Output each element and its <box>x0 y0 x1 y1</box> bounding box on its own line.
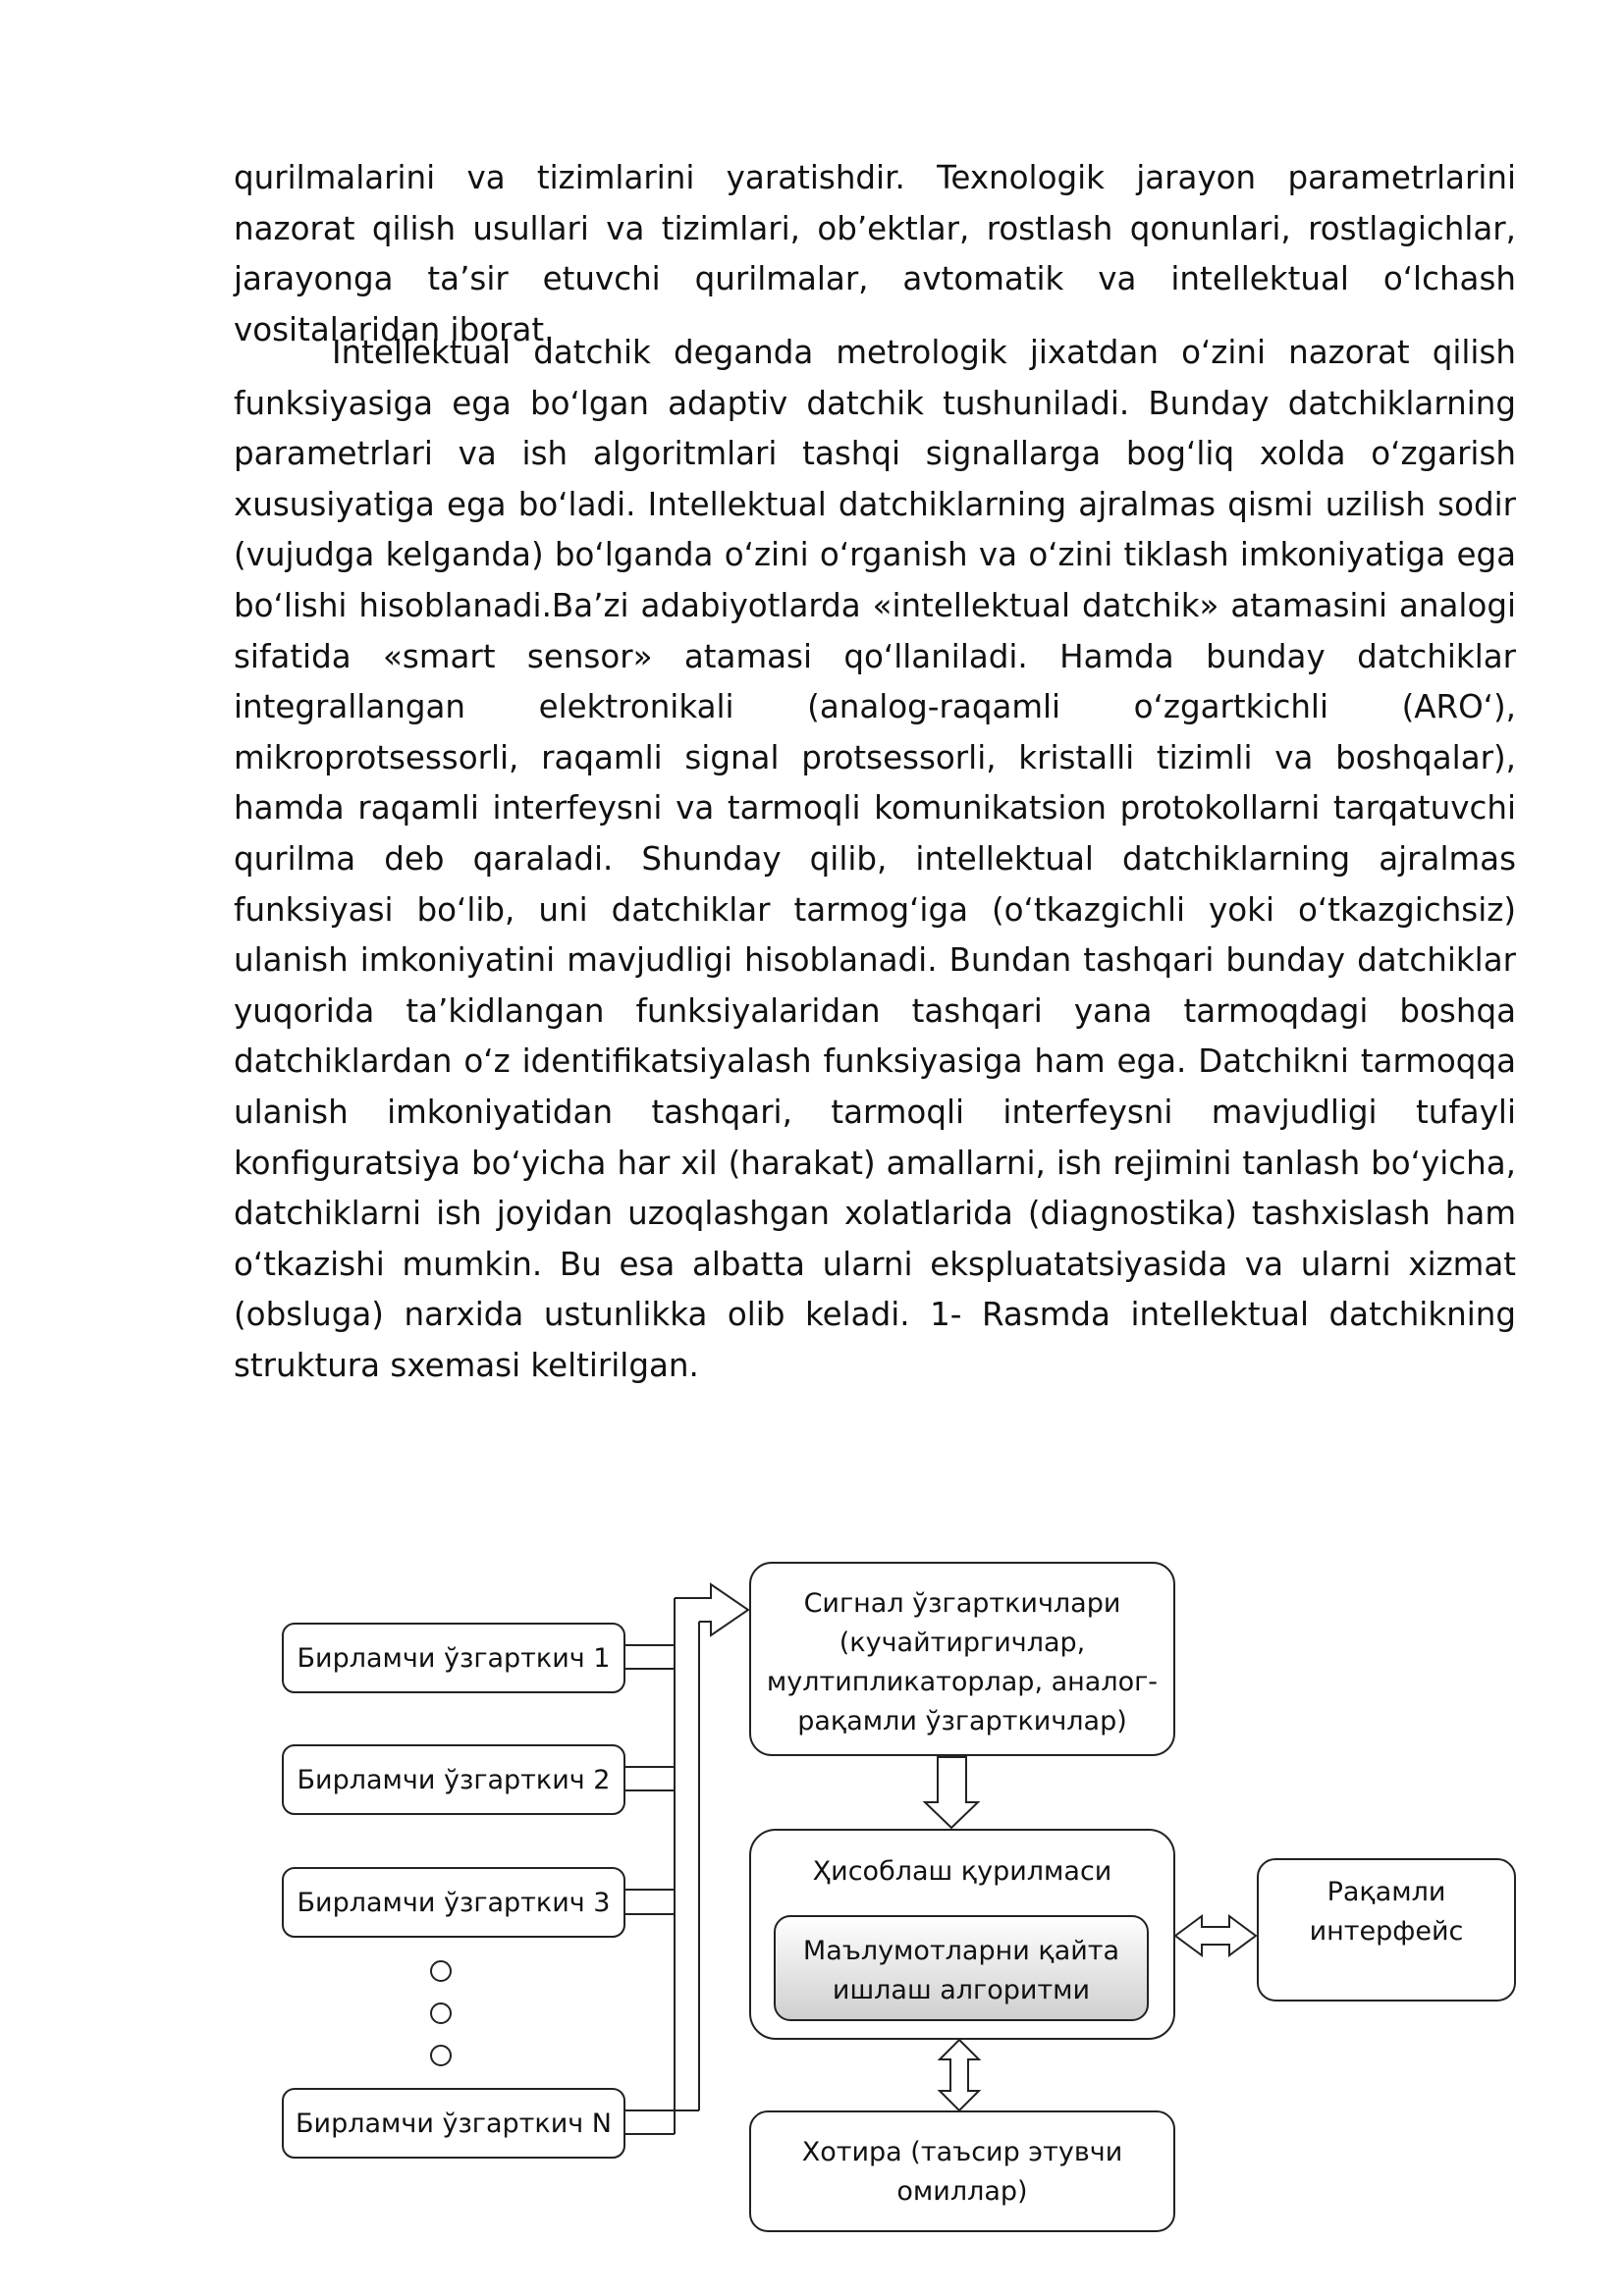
signal-converters-line-2: (кучайтиргичлар, <box>839 1628 1086 1658</box>
digital-interface-line-2: интерфейс <box>1309 1916 1464 1947</box>
primary-converter-2 <box>283 1745 624 1814</box>
bidirectional-arrow-icon <box>1175 1916 1256 1955</box>
bus-lines <box>624 1598 699 2134</box>
signal-converters-line-4: рақамли ўзгарткичлар) <box>797 1706 1127 1736</box>
down-arrow-icon <box>925 1757 978 1828</box>
computing-device-title: Ҳисоблаш қурилмаси <box>812 1856 1112 1887</box>
algorithm-line-1: Маълумотларни қайта <box>802 1936 1120 1966</box>
ellipsis-dot-icon <box>431 2046 451 2065</box>
vertical-bidirectional-arrow-icon <box>940 2040 979 2110</box>
primary-converter-n-label: Бирламчи ўзгарткич N <box>296 2109 612 2139</box>
paragraph-1: qurilmalarini va tizimlarini yaratishdir. Texnologik jarayon parametrlarini nazorat qilish usullari va tizimlari, ob’ektlar, rostlash qonunlari, rostlagichlar, jarayonga ta’sir etuvchi qurilmalar, avtomatik va intellektual o‘lchash vositalaridan iborat. <box>234 159 1516 348</box>
signal-converters-line-1: Сигнал ўзгарткичлари <box>803 1588 1121 1619</box>
paragraph-2: Intellektual datchik deganda metrologik jixatdan o‘zini nazorat qilish funksiyasiga ega bo‘lgan adaptiv datchik tushuniladi. Bunday datchiklarning parametrlari va ish algoritmlari tashqi signallarga bog‘liq xolda o‘zgarish xususiyatiga ega bo‘ladi. Intellektual datchiklarning ajralmas qismi uzilish sodir (vujudga kelganda) bo‘lganda o‘zini o‘rganish va o‘zini tiklash imkoniyatiga ega bo‘lishi hisoblanadi.Ba’zi adabiyotlarda «intellektual datchik» atamasini analogi sifatida «smart sensor» atamasi qo‘llaniladi. Hamda bunday datchiklar integrallangan elektronikali (analog-raqamli o‘zgartkichli (ARO‘), mikroprotsessorli, raqamli signal protsessorli, kristalli tizimli va boshqalar), hamda raqamli interfeysni va tarmoqli komunikatsion protokollarni tarqatuvchi qurilma deb qaraladi. Shunday qilib, intellektual datchiklarning ajralmas funksiyasi bo‘lib, uni datchiklar tarmog‘iga (o‘tkazgichli yoki o‘tkazgichsiz) ulanish imkoniyatini mavjudligi hisoblanadi. Bundan tashqari bunday datchiklar yuqorida ta’kidlangan funksiyalaridan tashqari yana tarmoqdagi boshqa datchiklardan o‘z identifikatsiyalash funksiyasiga ham ega. Datchikni tarmoqqa ulanish imkoniyatidan tashqari, tarmoqli interfeysni mavjudligi tufayli konfiguratsiya bo‘yicha har xil (harakat) amallarni, ish rejimini tanlash bo‘yicha, datchiklarni ish joyidan uzoqlashgan xolatlarida (diagnostika) tashxislash ham o‘tkazishi mumkin. Bu esa albatta ularni ekspluatatsiyasida va ularni xizmat (obsluga) narxida ustunlikka olib keladi. 1- Rasmda intellektual datchikning struktura sxemasi keltirilgan. <box>234 334 1516 1384</box>
primary-converter-1 <box>283 1624 624 1692</box>
digital-interface-line-1: Рақамли <box>1326 1877 1446 1907</box>
primary-converter-3-label: Бирламчи ўзгарткич 3 <box>297 1888 611 1918</box>
digital-interface-box <box>1258 1859 1515 2001</box>
memory-line-2: омиллар) <box>896 2176 1028 2207</box>
memory-line-1: Хотира (таъсир этувчи <box>801 2137 1123 2167</box>
signal-converters-line-3: мултипликаторлар, аналог- <box>766 1667 1159 1697</box>
primary-converter-1-label: Бирламчи ўзгарткич 1 <box>297 1643 611 1674</box>
memory-box <box>750 2111 1174 2231</box>
algorithm-line-2: ишлаш алгоритми <box>832 1975 1091 2005</box>
ellipsis-dot-icon <box>431 2003 451 2023</box>
primary-converter-2-label: Бирламчи ўзгарткич 2 <box>297 1765 611 1795</box>
primary-converter-n <box>283 2089 624 2158</box>
algorithm-box <box>775 1916 1148 2020</box>
primary-converter-3 <box>283 1868 624 1937</box>
input-arrow-icon <box>675 1584 748 1635</box>
ellipsis-dot-icon <box>431 1961 451 1981</box>
